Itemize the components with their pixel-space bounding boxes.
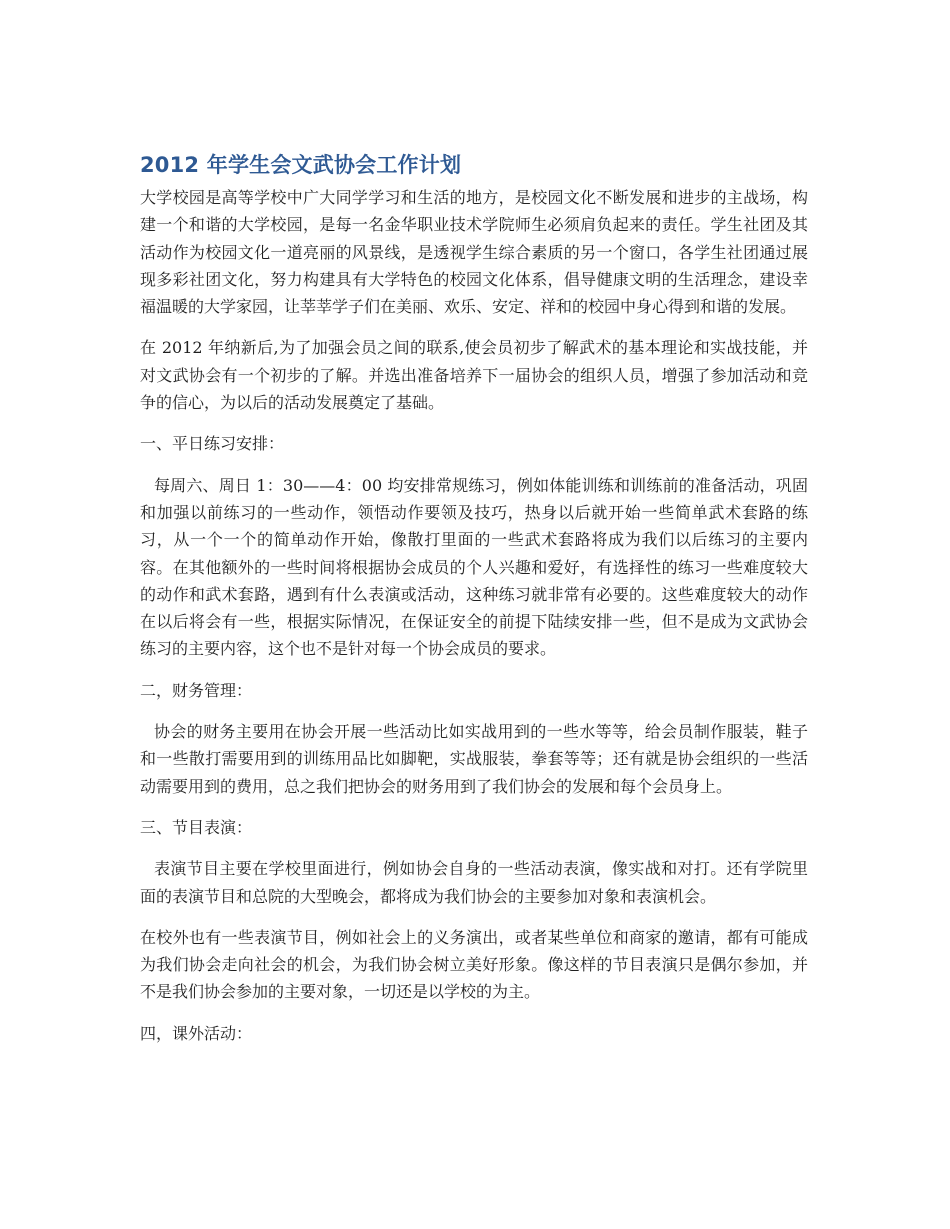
section-2-body: 协会的财务主要用在协会开展一些活动比如实战用到的一些水等等，给会员制作服装，鞋子和一些散打需要用到的训练用品比如脚靶，实战服装，拳套等等；还有就是协会组织的一些活动需要用到的费用，总之我们把协会的财务用到了我们协会的发展和每个会员身上。 [140, 722, 808, 796]
section-4-heading: 四，课外活动： [140, 1023, 253, 1043]
section-2-heading: 二，财务管理： [140, 680, 253, 700]
intro-paragraph: 大学校园是高等学校中广大同学学习和生活的地方，是校园文化不断发展和进步的主战场，构建一个和谐的大学校园，是每一名金华职业技术学院师生必须肩负起来的责任。学生社团及其活动作为校园文化一道亮丽的风景线，是透视学生综合素质的另一个窗口，各学生社团通过展现多彩社团文化，努力构建具有大学特色的校园文化体系，倡导健康文明的生活理念，建设幸福温暖的大学家园，让莘莘学子们在美丽、欢乐、安定、祥和的校园中身心得到和谐的发展。 [140, 188, 808, 317]
section-3-body-1: 表演节目主要在学校里面进行，例如协会自身的一些活动表演，像实战和对打。还有学院里面的表演节目和总院的大型晚会，都将成为我们协会的主要参加对象和表演机会。 [140, 859, 808, 906]
document-title: 2012 年学生会文武协会工作计划 [140, 153, 462, 177]
section-1-body: 每周六、周日 1：30——4：00 均安排常规练习，例如体能训练和训练前的准备活动，巩固和加强以前练习的一些动作，领悟动作要领及技巧，热身以后就开始一些简单武术套路的练习，从一个一个的简单动作开始，像散打里面的一些武术套路将成为我们以后练习的主要内容。在其他额外的一些时间将根据协会成员的个人兴趣和爱好，有选择性的练习一些难度较大的动作和武术套路，遇到有什么表演或活动，这种练习就非常有必要的。这些难度较大的动作在以后将会有一些，根据实际情况，在保证安全的前提下陆续安排一些，但不是成为文武协会练习的主要内容，这个也不是针对每一个协会成员的要求。 [140, 475, 808, 659]
purpose-paragraph: 在 2012 年纳新后,为了加强会员之间的联系,使会员初步了解武术的基本理论和实战技能，并对文武协会有一个初步的了解。并选出准备培养下一届协会的组织人员，增强了参加活动和竞争的信心，为以后的活动发展奠定了基础。 [140, 338, 808, 413]
section-1-heading: 一、平日练习安排： [140, 434, 285, 454]
section-3-body-2: 在校外也有一些表演节目，例如社会上的义务演出，或者某些单位和商家的邀请，都有可能成为我们协会走向社会的机会，为我们协会树立美好形象。像这样的节目表演只是偶尔参加，并不是我们协会参加的主要对象，一切还是以学校的为主。 [140, 927, 808, 1002]
section-3-heading: 三、节目表演： [140, 817, 253, 837]
document-page [140, 148, 808, 1061]
